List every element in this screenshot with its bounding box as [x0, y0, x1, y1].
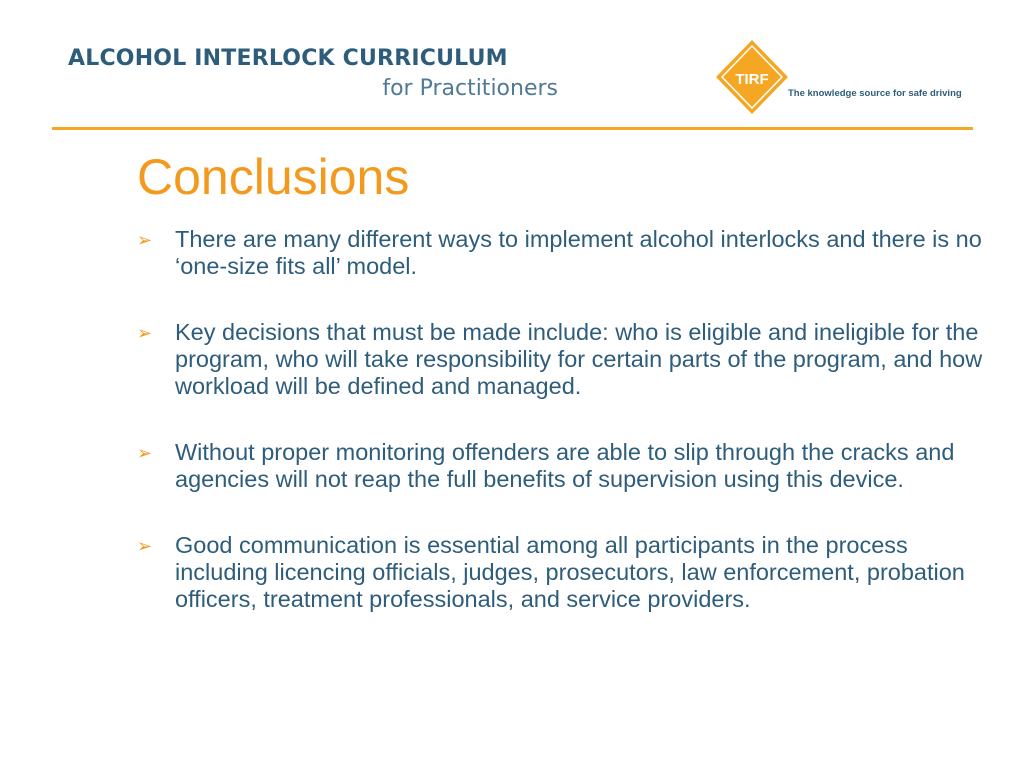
- bullet-text: There are many different ways to implement alcohol interlocks and there is no ‘one-size fits all’ model.: [175, 226, 982, 279]
- bullet-text: Without proper monitoring offenders are able to slip through the cracks and agencies will not reap the full benefits of supervision using this device.: [175, 439, 955, 492]
- bullet-text: Key decisions that must be made include: who is eligible and ineligible for the program, who will take responsibility for certain parts of the program, and how workload will be defined and managed.: [175, 319, 983, 399]
- tirf-logo: [716, 40, 962, 116]
- arrow-bullet-icon: ➢: [137, 536, 153, 557]
- header-divider: [52, 127, 973, 130]
- bullet-item: [137, 439, 987, 493]
- bullet-item: [137, 319, 987, 400]
- arrow-bullet-icon: ➢: [137, 443, 153, 464]
- bullet-item: [137, 226, 987, 280]
- curriculum-title-line2: for Practitioners: [382, 76, 558, 101]
- bullet-item: [137, 532, 987, 613]
- logo-text: TIRF: [735, 71, 769, 88]
- arrow-bullet-icon: ➢: [137, 323, 153, 344]
- bullet-text: Good communication is essential among all participants in the process including licencing officials, judges, prosecutors, law enforcement, probation officers, treatment professionals, and service providers.: [175, 532, 965, 612]
- curriculum-title: [68, 44, 558, 104]
- tirf-diamond-icon: [716, 40, 796, 116]
- curriculum-title-line1: ALCOHOL INTERLOCK CURRICULUM: [68, 46, 508, 71]
- arrow-bullet-icon: ➢: [137, 230, 153, 251]
- bullet-list: [137, 226, 987, 652]
- slide-title: Conclusions: [137, 149, 410, 205]
- logo-tagline: The knowledge source for safe driving: [788, 88, 962, 99]
